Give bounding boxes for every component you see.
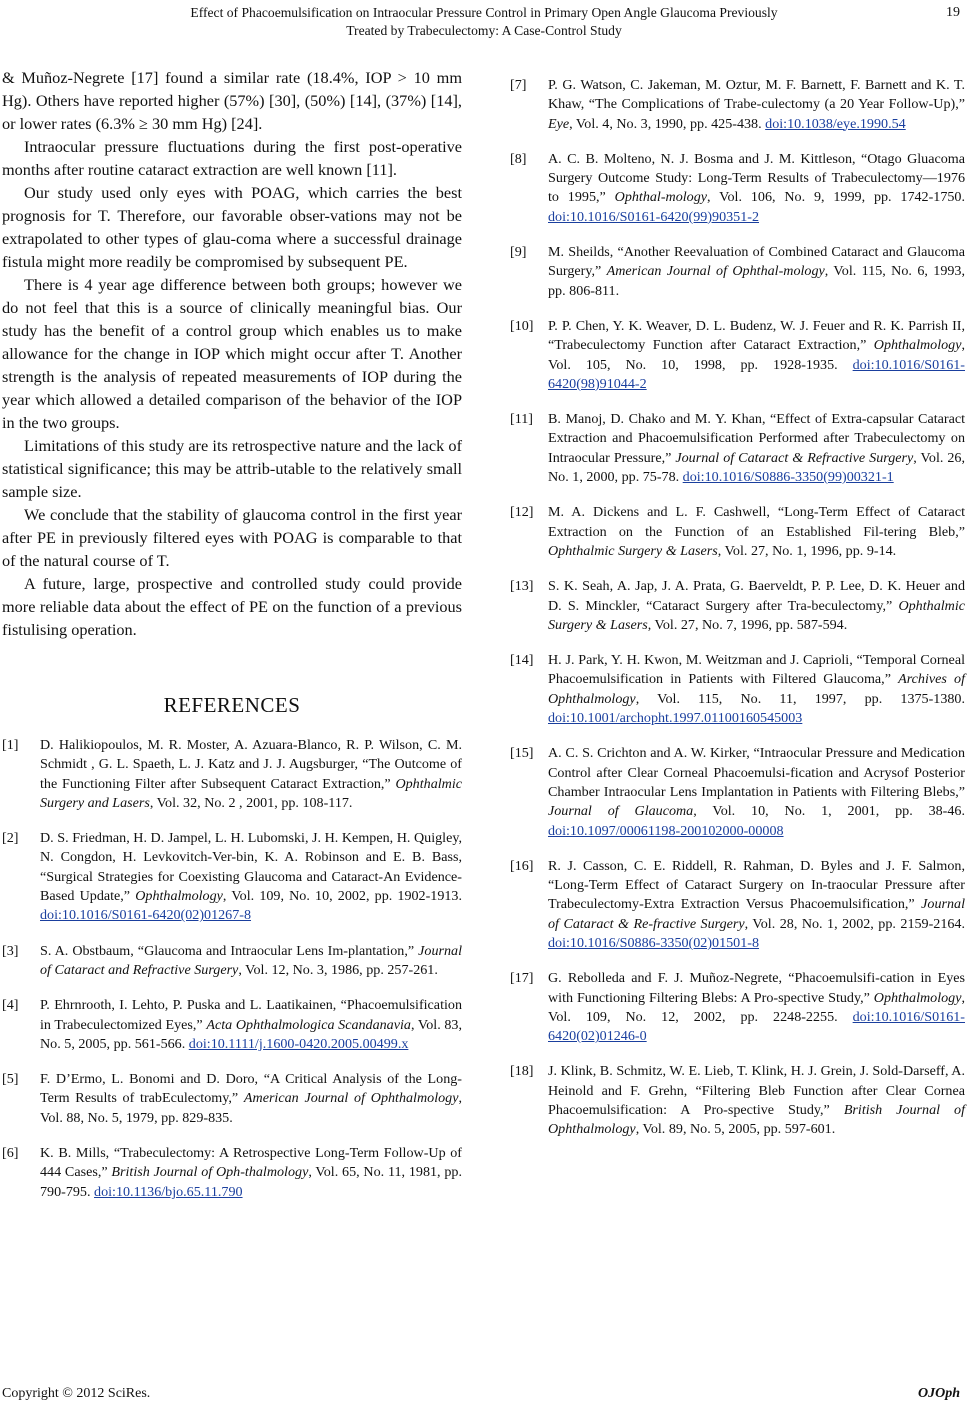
doi-link[interactable]: doi:10.1016/S0161-6420(99)90351-2 — [548, 208, 760, 225]
body-paragraph-1: & Muñoz-Negrete [17] found a similar rate (18.4%, IOP > 10 mm Hg). Others have reported higher (57%) [30], (50%) [14], (37%) [14], or lower rates (6.3% ≥ 30 mm Hg) [24]. — [2, 68, 462, 133]
reference-details: , Vol. 28, No. 1, 2002, pp. 2159-2164. — [744, 915, 965, 932]
page-number: 19 — [946, 5, 960, 20]
reference-text: A. C. S. Crichton and A. W. Kirker, “Intraocular Pressure and Medication Control after Clear Corneal Phacoemulsi-fication and Acrysof Posterior Chamber Intraocular Lens Implantation in Patients with Filtering Blebs,” — [548, 745, 965, 800]
reference-number: [16] — [510, 857, 534, 874]
doi-link[interactable]: doi:10.1016/S0886-3350(02)01501-8 — [548, 934, 760, 951]
reference-1 — [2, 736, 462, 813]
reference-6 — [2, 1144, 462, 1202]
references-heading: REFERENCES — [163, 693, 301, 717]
reference-details: , Vol. 4, No. 3, 1990, pp. 425-438. — [569, 115, 766, 132]
doi-link[interactable]: doi:10.1136/bjo.65.11.790 — [94, 1183, 243, 1200]
reference-details: , Vol. 26, No. 1, 2000, pp. 75-78. — [548, 449, 965, 486]
reference-text: S. K. Seah, A. Jap, J. A. Prata, G. Baerveldt, P. P. Lee, D. K. Heuer and D. S. Minckler, “Cataract Surgery after Tra-beculectomy,” — [548, 578, 965, 614]
reference-3 — [2, 942, 462, 981]
reference-journal: Ophthalmic Surgery & Lasers — [548, 542, 718, 559]
reference-journal: Ophthalmic Surgery & Lasers — [548, 597, 965, 633]
doi-link[interactable]: doi:10.1016/S0161-6420(02)01267-8 — [40, 907, 252, 924]
reference-number: [2] — [2, 830, 19, 847]
reference-text: A. C. B. Molteno, N. J. Bosma and J. M. Kittleson, “Otago Gluacoma Surgery Outcome Study: Long-Term Results of Trabeculectomy—1976 to 1995,” — [548, 150, 965, 206]
reference-9 — [510, 243, 965, 301]
reference-details: , Vol. 83, No. 5, 2005, pp. 561-566. — [40, 1016, 463, 1052]
reference-journal: Eye — [548, 115, 570, 132]
doi-link[interactable]: doi:10.1111/j.1600-0420.2005.00499.x — [188, 1035, 409, 1052]
reference-13 — [510, 577, 965, 635]
reference-14 — [510, 651, 965, 728]
doi-link[interactable]: doi:10.1016/S0161-6420(98)91044-2 — [548, 356, 965, 392]
reference-details: , Vol. 27, No. 7, 1996, pp. 587-594. — [647, 616, 848, 633]
reference-text: R. J. Casson, C. E. Riddell, R. Rahman, D. Byles and J. F. Salmon, “Long-Term Effect of Cataract Surgery on In-traocular Pressure after Trabeculectomy-Extra Extraction Versus Phacoemulsification,” — [548, 857, 965, 913]
reference-number: [11] — [510, 411, 533, 428]
reference-journal: Ophthalmology — [873, 337, 962, 354]
reference-text: P. Ehrnrooth, I. Lehto, P. Puska and L. Laatikainen, “Phacoemulsification in Trabeculectomized Eyes,” — [40, 997, 462, 1033]
reference-18 — [510, 1062, 965, 1139]
reference-details: , Vol. 109, No. 12, 2002, pp. 2248-2255. — [548, 989, 965, 1025]
reference-number: [10] — [510, 317, 534, 334]
doi-link[interactable]: doi:10.1038/eye.1990.54 — [765, 115, 906, 132]
reference-12 — [510, 503, 965, 561]
right-column — [510, 76, 965, 1156]
reference-journal: Archives of Ophthalmology — [548, 671, 965, 707]
reference-journal: Ophthalmic Surgery and Lasers — [40, 775, 462, 811]
reference-journal: Ophthalmology — [135, 888, 223, 905]
reference-journal: American Journal of Ophthalmology — [243, 1090, 459, 1107]
reference-text: M. Sheilds, “Another Reevaluation of Combined Cataract and Glaucoma Surgery,” — [548, 244, 965, 280]
reference-number: [6] — [2, 1145, 19, 1162]
body-paragraph-7: A future, large, prospective and controlled study could provide more reliable data about the effect of PE on the function of a previous fistulising operation. — [2, 574, 462, 639]
reference-text: K. B. Mills, “Trabeculectomy: A Retrospective Long-Term Follow-Up of 444 Cases,” — [40, 1145, 462, 1181]
doi-link[interactable]: doi:10.1097/00061198-200102000-00008 — [548, 822, 784, 839]
reference-number: [7] — [510, 77, 527, 93]
reference-details: , Vol. 10, No. 1, 2001, pp. 38-46. — [693, 803, 965, 820]
reference-text: P. P. Chen, Y. K. Weaver, D. L. Budenz, W. J. Feuer and R. K. Parrish II, “Trabeculectomy Function after Cataract Extraction,” — [548, 317, 965, 354]
reference-journal: Ophthal-mology — [614, 189, 708, 206]
reference-number: [3] — [2, 942, 19, 959]
reference-details: , Vol. 105, No. 10, 1998, pp. 1928-1935. — [548, 337, 965, 373]
reference-details: , Vol. 65, No. 11, 1981, pp. 790-795. — [40, 1164, 462, 1200]
reference-text: F. D’Ermo, L. Bonomi and D. Doro, “A Critical Analysis of the Long-Term Results of trabEculectomy,” — [40, 1071, 462, 1107]
reference-journal: Acta Ophthalmologica Scandanavia — [206, 1016, 411, 1033]
journal-abbreviation: OJOph — [917, 1386, 960, 1401]
reference-text: J. Klink, B. Schmitz, W. E. Lieb, T. Klink, H. J. Grein, J. Sold-Darseff, A. Heinold and F. Grehn, “Filtering Bleb Function after Clear Cornea Phacoemulsification: A Pro-spective Study,” — [548, 1063, 965, 1119]
reference-number: [5] — [2, 1071, 19, 1088]
body-paragraph-2: Intraocular pressure fluctuations during the first post-operative months after routine cataract extraction are well known [11]. — [2, 137, 462, 179]
reference-details: , Vol. 32, No. 2 , 2001, pp. 108-117. — [149, 794, 353, 811]
reference-16 — [510, 857, 965, 953]
reference-text: H. J. Park, Y. H. Kwon, M. Weitzman and J. Caprioli, “Temporal Corneal Phacoemulsification in Patients with Filtered Glaucoma,” — [548, 652, 965, 688]
reference-number: [9] — [510, 244, 527, 261]
running-title-line2: Treated by Trabeculectomy: A Case-Control Study — [346, 23, 622, 38]
doi-link[interactable]: doi:10.1016/S0886-3350(99)00321-1 — [682, 469, 894, 486]
reference-number: [8] — [510, 150, 527, 167]
reference-number: [13] — [510, 578, 534, 595]
reference-journal: British Journal of Oph-thalmology — [111, 1164, 309, 1181]
body-paragraph-6: We conclude that the stability of glaucoma control in the first year after PE in previously filtered eyes with POAG is comparable to that of the natural course of T. — [2, 505, 462, 570]
copyright-notice: Copyright © 2012 SciRes. — [2, 1386, 151, 1401]
reference-journal: American Journal of Ophthal-mology — [606, 263, 825, 280]
reference-journal: Journal of Cataract & Re-fractive Surgery — [548, 896, 965, 932]
reference-journal: Journal of Glaucoma — [548, 803, 694, 820]
reference-text: P. G. Watson, C. Jakeman, M. Oztur, M. F. Barnett, F. Barnett and K. T. Khaw, “The Complications of Trabe-culectomy (a 20 Year Follow-Up),” — [548, 77, 965, 113]
reference-17 — [510, 969, 965, 1046]
reference-10 — [510, 317, 965, 394]
reference-details: , Vol. 12, No. 3, 1986, pp. 257-261. — [238, 961, 438, 978]
reference-number: [18] — [510, 1063, 534, 1080]
reference-number: [17] — [510, 970, 534, 987]
reference-number: [15] — [510, 745, 534, 762]
reference-text: M. A. Dickens and L. F. Cashwell, “Long-Term Effect of Cataract Extraction on the Function of an Established Fil-tering Bleb,” — [548, 504, 965, 540]
reference-number: [14] — [510, 652, 534, 669]
reference-journal: Journal of Cataract & Refractive Surgery — [675, 449, 914, 466]
reference-details: , Vol. 88, No. 5, 1979, pp. 829-835. — [40, 1090, 462, 1126]
reference-5 — [2, 1070, 462, 1128]
reference-details: , Vol. 115, No. 11, 1997, pp. 1375-1380. — [635, 690, 965, 707]
body-paragraph-4: There is 4 year age difference between both groups; however we do not feel that this is a source of clinically meaningful bias. Our study has the benefit of a control group which enables us to make allowance for the change in IOP which might occur after T. Another strength is the analysis of repeated measurements of IOP during the year which allowed a detailed comparison of the behavior of the IOP in the two groups. — [2, 275, 462, 432]
reference-details: , Vol. 106, No. 9, 1999, pp. 1742-1750. — [707, 189, 965, 206]
reference-number: [1] — [2, 737, 19, 753]
reference-details: , Vol. 109, No. 10, 2002, pp. 1902-1913. — [222, 888, 462, 905]
left-column — [2, 66, 462, 1218]
reference-text: D. S. Friedman, H. D. Jampel, L. H. Lubomski, J. H. Kempen, H. Quigley, N. Congdon, H. Levkovitch-Ver-bin, K. A. Robinson and E. B. Bass, “Surgical Strategies for Coexisting Glaucoma and Cataract-An Evidence-Based Update,” — [40, 830, 462, 905]
reference-4 — [2, 996, 462, 1054]
reference-number: [12] — [510, 504, 534, 521]
reference-text: B. Manoj, D. Chako and M. Y. Khan, “Effect of Extra-capsular Cataract Extraction and Phacoemulsification Performed after Trabeculectomy on Intraocular Pressure,” — [548, 411, 965, 466]
reference-text: D. Halikiopoulos, M. R. Moster, A. Azuara-Blanco, R. P. Wilson, C. M. Schmidt , G. L. Spaeth, L. J. Katz and J. J. Augsburger, “The Outcome of the Functioning Filter after Subsequent Cataract Extraction,” — [40, 737, 462, 792]
body-paragraph-3: Our study used only eyes with POAG, which carries the best prognosis for T. Therefore, our favorable obser-vations may not be extrapolated to other types of glau-coma where a successful drainage fistula might more readily be compromised by subsequent PE. — [2, 183, 462, 271]
reference-text: S. A. Obstbaum, “Glaucoma and Intraocular Lens Im-plantation,” — [40, 942, 419, 959]
page-footer — [0, 1386, 968, 1406]
reference-2 — [2, 829, 462, 925]
reference-7 — [510, 76, 965, 134]
reference-details: , Vol. 115, No. 6, 1993, pp. 806-811. — [548, 263, 965, 299]
running-header — [0, 4, 968, 44]
reference-details: , Vol. 27, No. 1, 1996, pp. 9-14. — [717, 542, 897, 559]
reference-journal: Ophthalmology — [873, 989, 962, 1006]
running-title-line1: Effect of Phacoemulsification on Intraocular Pressure Control in Primary Open Angle Glaucoma Previously — [190, 5, 778, 20]
reference-details: , Vol. 89, No. 5, 2005, pp. 597-601. — [635, 1121, 836, 1138]
doi-link[interactable]: doi:10.1016/S0161-6420(02)01246-0 — [548, 1008, 965, 1045]
reference-journal: British Journal of Ophthalmology — [548, 1102, 965, 1138]
body-paragraph-5: Limitations of this study are its retrospective nature and the lack of statistical significance; this may be attrib-utable to the relatively small sample size. — [2, 436, 462, 501]
reference-number: [4] — [2, 997, 19, 1014]
reference-8 — [510, 150, 965, 227]
reference-journal: Journal of Cataract and Refractive Surgery — [40, 942, 462, 978]
reference-text: G. Rebolleda and F. J. Muñoz-Negrete, “Phacoemulsifi-cation in Eyes with Functioning Filtering Blebs: A Pro-spective Study,” — [548, 970, 965, 1006]
reference-15 — [510, 744, 965, 840]
doi-link[interactable]: doi:10.1001/archopht.1997.01100160545003 — [548, 710, 803, 727]
reference-11 — [510, 410, 965, 487]
